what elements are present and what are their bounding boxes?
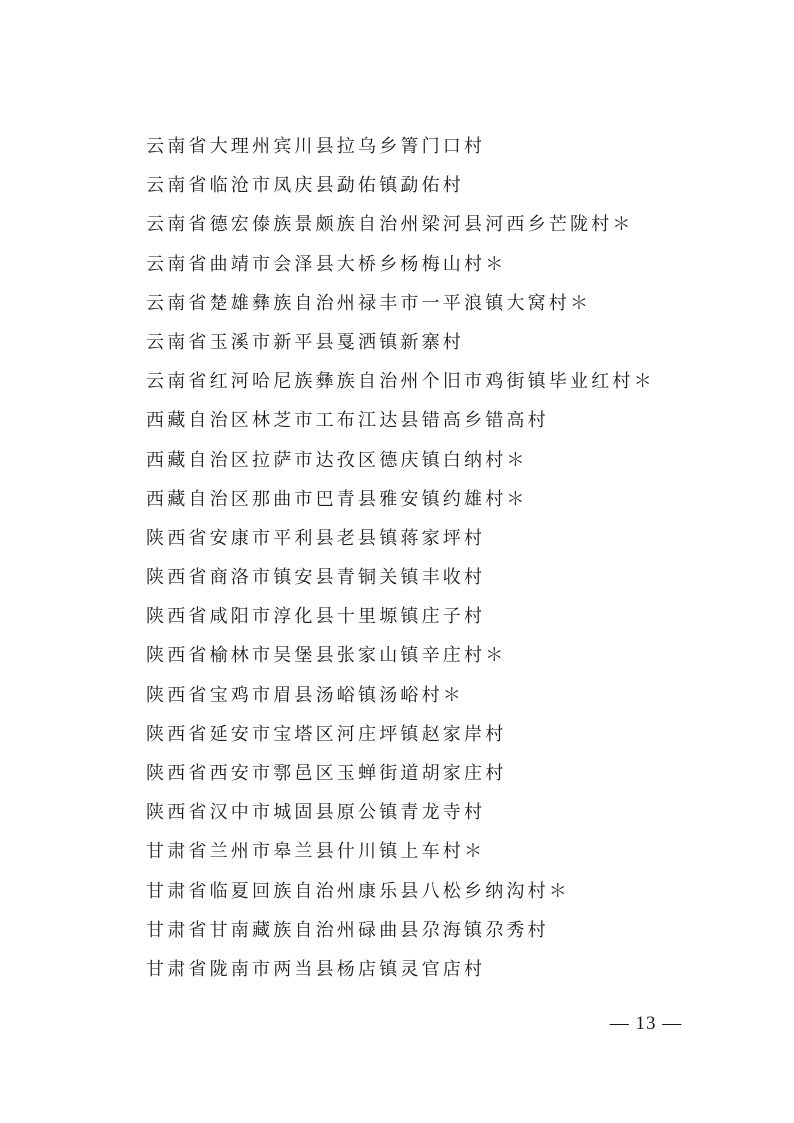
list-item: 云南省大理州宾川县拉乌乡箐门口村	[146, 136, 486, 157]
list-item: 云南省楚雄彝族自治州禄丰市一平浪镇大窝村＊	[146, 292, 592, 314]
list-item: 西藏自治区那曲市巴青县雅安镇约雄村＊	[146, 488, 528, 510]
list-item: 甘肃省临夏回族自治州康乐县八松乡纳沟村＊	[146, 880, 570, 902]
list-item: 陕西省宝鸡市眉县汤峪镇汤峪村＊	[146, 684, 464, 706]
list-item: 陕西省咸阳市淳化县十里塬镇庄子村	[146, 606, 486, 628]
list-item: 西藏自治区林芝市工布江达县错高乡错高村	[146, 410, 549, 432]
page-number: — 13 —	[609, 1013, 683, 1034]
list-item: 云南省德宏傣族景颇族自治州梁河县河西乡芒陇村＊	[146, 214, 634, 236]
list-item: 陕西省汉中市城固县原公镇青龙寺村	[146, 802, 486, 824]
list-item: 陕西省延安市宝塔区河庄坪镇赵家岸村	[146, 723, 507, 745]
list-item: 西藏自治区拉萨市达孜区德庆镇白纳村＊	[146, 449, 528, 471]
list-item: 云南省红河哈尼族彝族自治州个旧市鸡街镇毕业红村＊	[146, 371, 655, 393]
village-list	[146, 131, 706, 993]
list-item: 陕西省西安市鄠邑区玉蝉街道胡家庄村	[146, 763, 507, 784]
list-item: 甘肃省陇南市两当县杨店镇灵官店村	[146, 958, 486, 980]
list-item: 陕西省安康市平利县老县镇蒋家坪村	[146, 527, 486, 549]
list-item: 甘肃省甘南藏族自治州碌曲县尕海镇尕秀村	[146, 919, 549, 941]
list-item: 云南省曲靖市会泽县大桥乡杨梅山村＊	[146, 253, 507, 275]
list-item: 陕西省商洛市镇安县青铜关镇丰收村	[146, 567, 486, 589]
list-item: 甘肃省兰州市皋兰县什川镇上车村＊	[146, 841, 486, 863]
list-item: 云南省玉溪市新平县戛洒镇新寨村	[146, 331, 464, 353]
list-item: 陕西省榆林市吴堡县张家山镇辛庄村＊	[146, 645, 507, 667]
list-item: 云南省临沧市凤庆县勐佑镇勐佑村	[146, 175, 464, 197]
